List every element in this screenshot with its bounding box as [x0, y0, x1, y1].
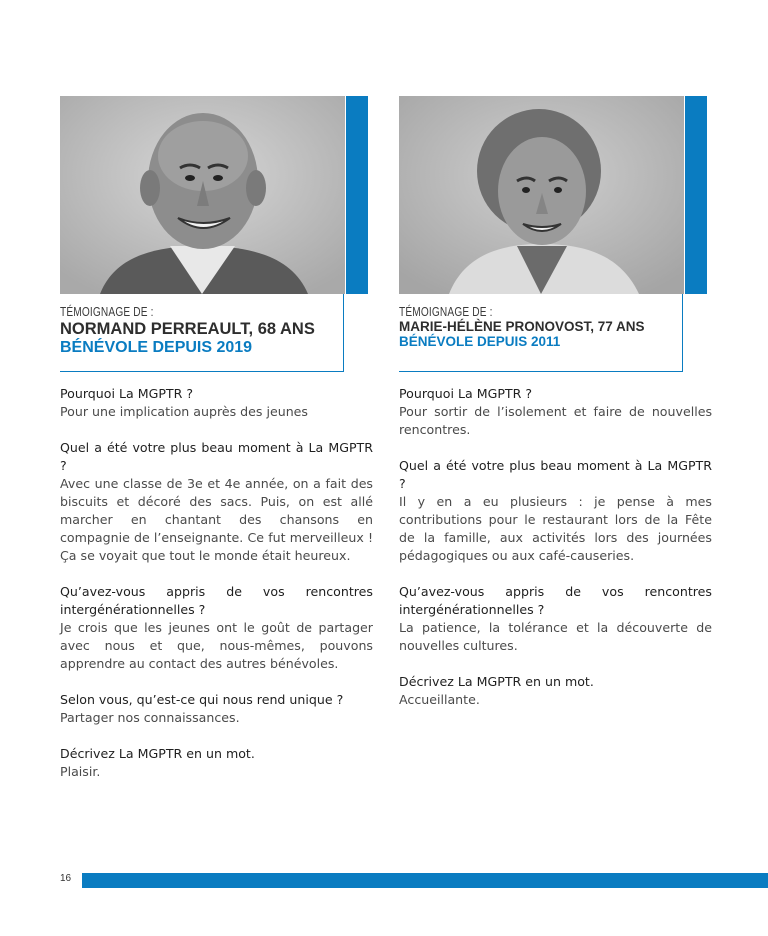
testimonial-card-left — [60, 96, 370, 372]
person-name: NORMAND PERREAULT, 68 ANS — [60, 320, 315, 338]
answer: Pour sortir de l’isolement et faire de nouvelles rencontres. — [399, 404, 712, 437]
question: Pourquoi La MGPTR ? — [60, 386, 194, 401]
answer: Je crois que les jeunes ont le goût de partager avec nous et que, nous-mêmes, pouvons apprendre au contact des autres bénévoles. — [60, 620, 373, 671]
question: Quel a été votre plus beau moment à La MGPTR ? — [399, 458, 712, 491]
testimonial-card-right — [399, 96, 709, 372]
page-number: 16 — [60, 873, 72, 884]
portrait-photo-man — [60, 96, 345, 294]
portrait-photo-woman — [399, 96, 684, 294]
interview-left — [60, 385, 373, 799]
question: Décrivez La MGPTR en un mot. — [399, 674, 594, 689]
volunteer-since: BÉNÉVOLE DEPUIS 2019 — [60, 339, 253, 356]
question: Qu’avez-vous appris de vos rencontres intergénérationnelles ? — [399, 584, 712, 617]
question: Selon vous, qu’est-ce qui nous rend unique ? — [60, 692, 344, 707]
question: Quel a été votre plus beau moment à La MGPTR ? — [60, 440, 373, 473]
question: Décrivez La MGPTR en un mot. — [60, 746, 255, 761]
interview-right — [399, 385, 712, 727]
person-name: MARIE-HÉLÈNE PRONOVOST, 77 ANS — [399, 319, 645, 334]
kicker-label: TÉMOIGNAGE DE : — [399, 304, 493, 319]
portrait-frame — [399, 96, 707, 294]
question: Qu’avez-vous appris de vos rencontres intergénérationnelles ? — [60, 584, 373, 617]
answer: Il y en a eu plusieurs : je pense à mes contributions pour le restaurant lors de la Fête de la famille, aux activités lors des journées pédagogiques ou aux café-causeries. — [399, 494, 712, 563]
answer: Plaisir. — [60, 764, 101, 779]
question: Pourquoi La MGPTR ? — [399, 386, 533, 401]
footer-bar — [82, 873, 768, 888]
answer: Pour une implication auprès des jeunes — [60, 404, 308, 419]
answer: Accueillante. — [399, 692, 480, 707]
accent-bar — [346, 96, 368, 294]
answer: Avec une classe de 3e et 4e année, on a fait des biscuits et décoré des sacs. Puis, on est allé marcher en chantant des chansons en compagnie de l’enseignante. Ce fut merveilleux ! Ça se voyait que tout le monde était heureux. — [60, 476, 373, 563]
answer: Partager nos connaissances. — [60, 710, 240, 725]
answer: La patience, la tolérance et la découverte de nouvelles cultures. — [399, 620, 712, 653]
volunteer-since: BÉNÉVOLE DEPUIS 2011 — [399, 334, 561, 349]
caption-box — [60, 294, 344, 372]
kicker-label: TÉMOIGNAGE DE : — [60, 304, 154, 319]
caption-box — [399, 294, 683, 372]
accent-bar — [685, 96, 707, 294]
portrait-frame — [60, 96, 368, 294]
